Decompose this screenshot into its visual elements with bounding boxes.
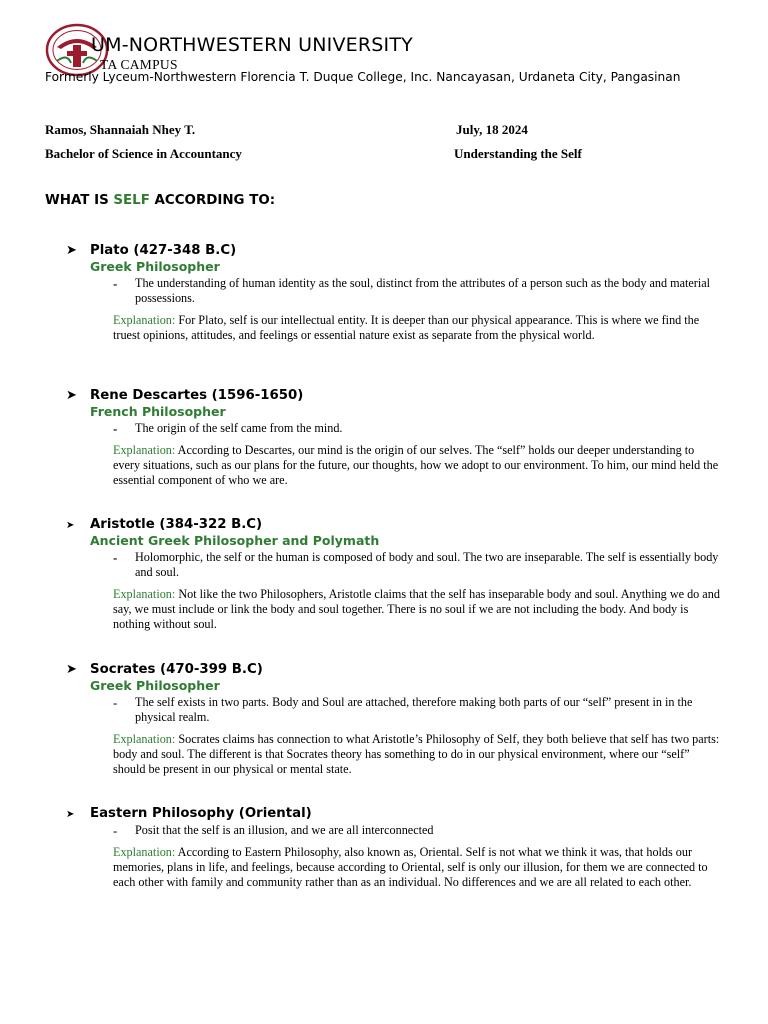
explanation-label: Explanation: <box>113 443 176 457</box>
campus-name: TA CAMPUS <box>100 57 178 72</box>
section-eastern-philosophy <box>0 805 768 890</box>
degree-program: Bachelor of Science in Accountancy <box>45 146 242 161</box>
page-heading <box>45 193 275 208</box>
explanation-label: Explanation: <box>113 732 176 746</box>
section-explanation <box>113 587 721 632</box>
explanation-label: Explanation: <box>113 587 176 601</box>
section-title: Aristotle (384-322 B.C) <box>90 517 263 532</box>
dash-bullet-icon: - <box>113 276 118 291</box>
dash-bullet-icon: - <box>113 421 118 436</box>
section-title: Plato (427-348 B.C) <box>90 243 237 258</box>
section-socrates <box>0 661 768 777</box>
section-subtitle: Greek Philosopher <box>90 259 220 274</box>
formerly-line: Formerly Lyceum-Northwestern Florencia T. Duque College, Inc. Nancayasan, Urdaneta City, Pangasinan <box>45 70 681 84</box>
explanation-text: For Plato, self is our intellectual entity. It is deeper than our physical appearance. This is where we find the truest opinions, attitudes, and feelings or essential nature exist as separate from the physical world. <box>113 313 700 342</box>
section-title: Eastern Philosophy (Oriental) <box>90 806 312 821</box>
section-point: The understanding of human identity as the soul, distinct from the attributes of a person such as the body and material possessions. <box>135 276 711 305</box>
heading-prefix: WHAT IS <box>45 193 114 208</box>
section-aristotle <box>0 516 768 632</box>
arrow-bullet-icon: ➤ <box>66 243 77 258</box>
explanation-label: Explanation: <box>113 313 176 327</box>
document-date: July, 18 2024 <box>456 122 528 137</box>
explanation-text: Not like the two Philosophers, Aristotle claims that the self has inseparable body and soul. Anything we do and say, we must include or link the body and soul together. There is no soul if we are not including the body. And body is nothing without soul. <box>113 587 720 631</box>
section-point: Holomorphic, the self or the human is composed of body and soul. The two are inseparable. The self is essentially body and soul. <box>135 550 719 579</box>
university-title: UM-NORTHWESTERN UNIVERSITY <box>91 34 413 56</box>
dash-bullet-icon: - <box>113 550 118 565</box>
section-title: Socrates (470-399 B.C) <box>90 662 263 677</box>
section-explanation <box>113 313 721 343</box>
section-explanation <box>113 443 721 488</box>
section-point: Posit that the self is an illusion, and we are all interconnected <box>135 823 434 837</box>
explanation-label: Explanation: <box>113 845 176 859</box>
course-subject: Understanding the Self <box>454 146 582 161</box>
student-name: Ramos, Shannaiah Nhey T. <box>45 122 196 137</box>
section-explanation <box>113 845 721 890</box>
dash-bullet-icon: - <box>113 695 118 710</box>
section-descartes <box>0 387 768 488</box>
heading-highlight: SELF <box>113 193 150 208</box>
section-subtitle: French Philosopher <box>90 404 226 419</box>
arrow-bullet-icon: ➤ <box>66 662 77 677</box>
explanation-text: According to Eastern Philosophy, also known as, Oriental. Self is not what we think it was, that holds our memories, plans in life, and feelings, because according to Oriental, self is only our illusion, for them we are connected to each other with family and community rather than as an individual. No differences and we are all related to each other. <box>113 845 708 889</box>
section-plato <box>0 242 768 343</box>
heading-suffix: ACCORDING TO: <box>149 193 276 208</box>
section-subtitle: Ancient Greek Philosopher and Polymath <box>90 533 380 548</box>
section-point: The self exists in two parts. Body and Soul are attached, therefore making both parts of our “self” present in in the physical realm. <box>135 695 693 724</box>
section-title: Rene Descartes (1596-1650) <box>90 388 304 403</box>
section-explanation <box>113 732 721 777</box>
section-point: The origin of the self came from the mind. <box>135 421 343 435</box>
section-subtitle: Greek Philosopher <box>90 678 220 693</box>
arrow-bullet-icon: ➤ <box>66 388 77 403</box>
explanation-text: Socrates claims has connection to what Aristotle’s Philosophy of Self, they both believe that self has two parts: body and soul. The different is that Socrates theory has something to do in our physical environment, where our “self” should be present in our physical or mental state. <box>113 732 720 776</box>
arrow-bullet-icon: ➤ <box>66 809 75 820</box>
explanation-text: According to Descartes, our mind is the origin of our selves. The “self” holds our deeper understanding to every situations, such as our plans for the future, our thoughts, how we adopt to our environment. To him, our mind held the essential component of who we are. <box>113 443 719 487</box>
arrow-bullet-icon: ➤ <box>66 520 75 531</box>
dash-bullet-icon: - <box>113 823 118 838</box>
